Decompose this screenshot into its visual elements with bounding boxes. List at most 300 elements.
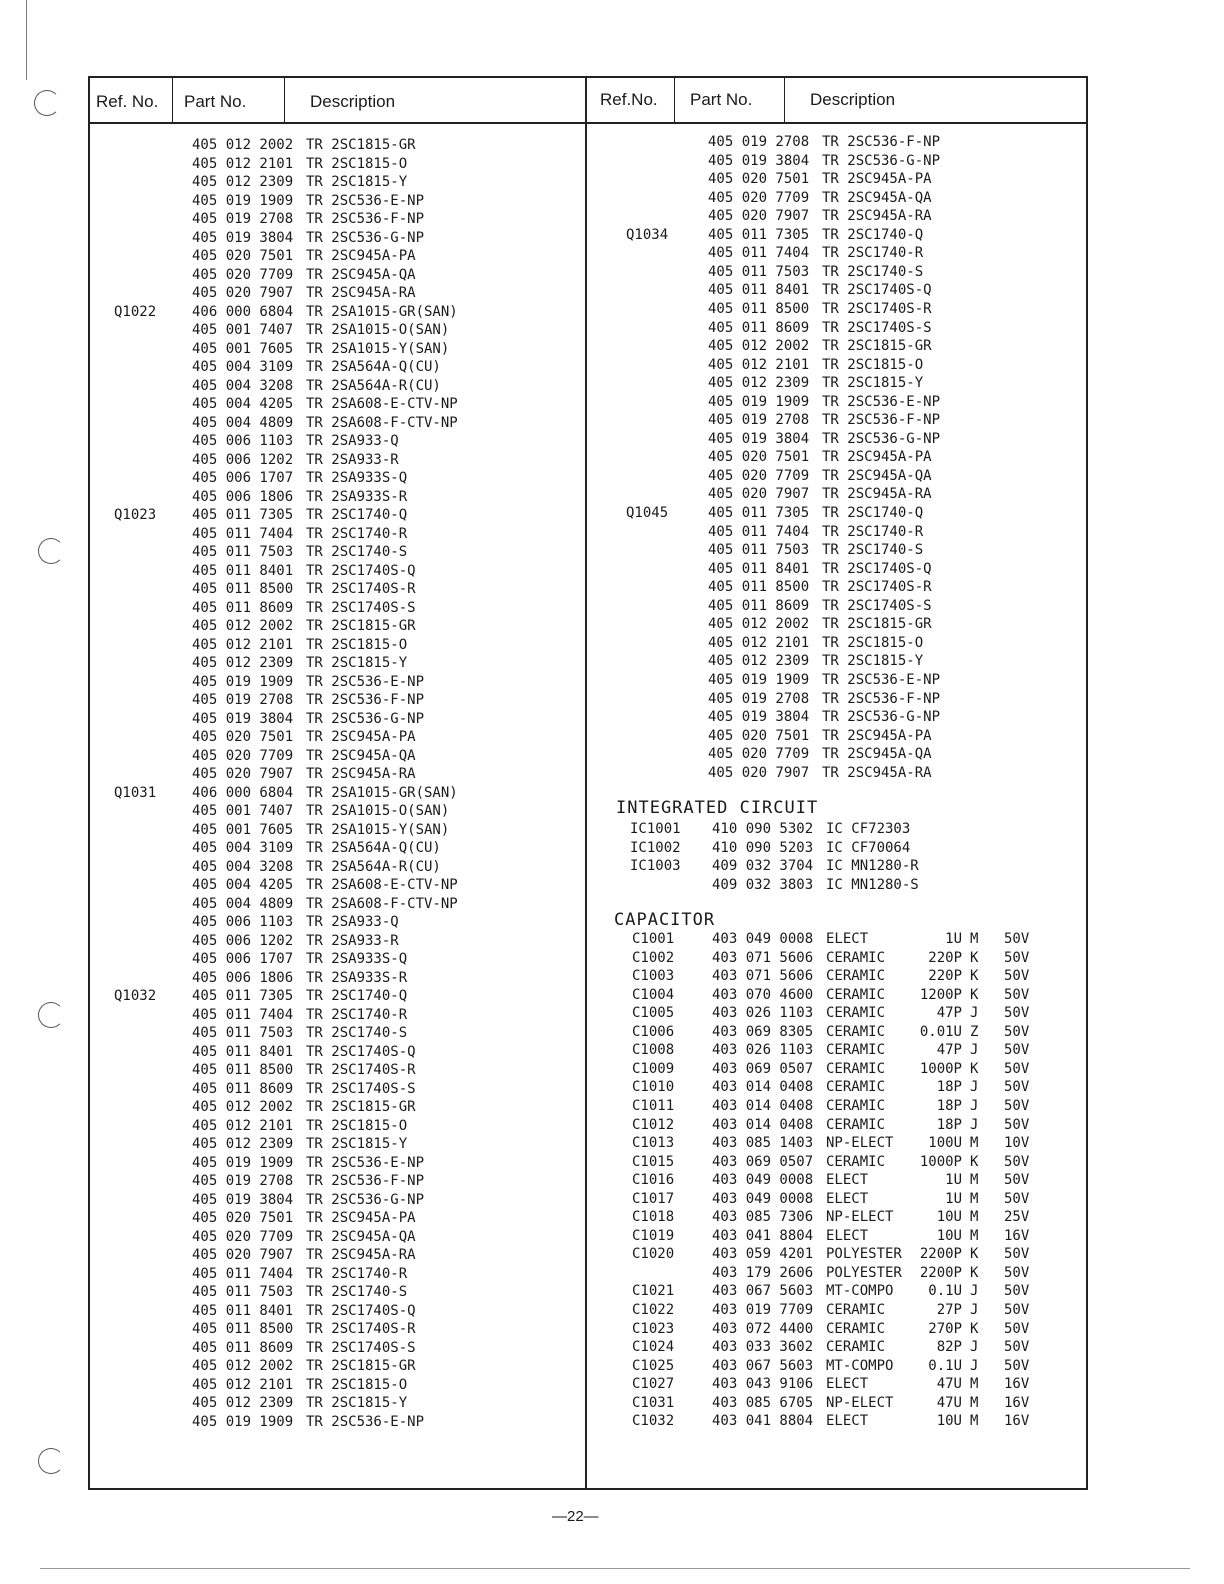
description: TR 2SC536-G-NP bbox=[822, 709, 941, 726]
description: TR 2SC536-F-NP bbox=[306, 211, 425, 227]
cap-tolerance: K bbox=[970, 1264, 979, 1281]
part-no: 405 020 7709 bbox=[192, 1228, 294, 1245]
cap-tolerance: K bbox=[970, 968, 979, 985]
description: TR 2SC1740S-Q bbox=[306, 1302, 416, 1319]
cap-voltage: 50V bbox=[1004, 1172, 1030, 1189]
part-no: 403 071 5606 bbox=[712, 968, 814, 985]
column-divider bbox=[585, 76, 587, 1490]
part-no: 403 041 8804 bbox=[712, 1227, 814, 1244]
header-desc-left: Description bbox=[310, 92, 396, 111]
part-no: 405 020 7709 bbox=[708, 746, 810, 763]
part-no: 405 004 3109 bbox=[192, 359, 294, 375]
part-no: 405 020 7709 bbox=[708, 189, 810, 206]
description: TR 2SC1740-S bbox=[822, 542, 924, 559]
description: TR 2SC945A-RA bbox=[822, 764, 932, 781]
part-no: 405 011 8500 bbox=[708, 579, 810, 596]
cap-value: 2200P bbox=[919, 1246, 962, 1263]
description: TR 2SC1815-GR bbox=[306, 1358, 416, 1374]
part-no: 405 020 7709 bbox=[192, 266, 294, 283]
ref-no: Q1031 bbox=[114, 784, 157, 801]
cap-tolerance: M bbox=[970, 1172, 979, 1189]
part-no: 405 011 7503 bbox=[708, 263, 810, 280]
ref-no: Q1034 bbox=[626, 226, 669, 243]
ref-no: C1008 bbox=[632, 1042, 675, 1059]
cap-tolerance: J bbox=[970, 1283, 979, 1300]
ref-no: Q1023 bbox=[114, 507, 157, 523]
part-no: 403 085 1403 bbox=[712, 1135, 814, 1152]
part-no: 405 019 3804 bbox=[192, 229, 294, 246]
part-no: 405 006 1806 bbox=[192, 488, 294, 505]
cap-type: CERAMIC bbox=[826, 986, 886, 1003]
part-no: 403 014 0408 bbox=[712, 1116, 814, 1133]
description: TR 2SA1015-GR(SAN) bbox=[306, 784, 458, 801]
part-no: 403 069 0507 bbox=[712, 1153, 814, 1170]
part-no: 405 020 7907 bbox=[708, 486, 810, 503]
part-no: 405 012 2101 bbox=[192, 1117, 294, 1134]
cap-tolerance: M bbox=[970, 931, 979, 947]
description: TR 2SC1740S-S bbox=[306, 599, 416, 616]
cap-voltage: 25V bbox=[1004, 1209, 1030, 1226]
ref-no: C1004 bbox=[632, 986, 675, 1003]
part-no: 405 011 8500 bbox=[192, 1321, 294, 1337]
header-part-right: Part No. bbox=[690, 90, 753, 109]
description: TR 2SC1740-R bbox=[306, 1006, 408, 1023]
part-no: 403 019 7709 bbox=[712, 1302, 814, 1318]
part-no: 405 011 8609 bbox=[708, 597, 810, 614]
cap-voltage: 50V bbox=[1004, 986, 1030, 1003]
description: TR 2SC1740-R bbox=[822, 245, 924, 262]
description: TR 2SC1815-O bbox=[306, 636, 408, 653]
cap-value: 1U bbox=[945, 1172, 962, 1189]
part-no: 405 004 4205 bbox=[192, 396, 294, 412]
description: TR 2SC1815-Y bbox=[306, 1395, 408, 1411]
cap-voltage: 50V bbox=[1004, 1190, 1030, 1207]
header-divider bbox=[284, 76, 285, 122]
part-no: 405 012 2309 bbox=[708, 653, 810, 670]
cap-value: 1U bbox=[945, 931, 962, 947]
cap-value: 47U bbox=[936, 1394, 962, 1411]
part-no: 405 019 1909 bbox=[192, 1154, 294, 1171]
description: TR 2SC536-E-NP bbox=[306, 1154, 425, 1171]
part-no: 403 014 0408 bbox=[712, 1079, 814, 1096]
part-no: 405 012 2002 bbox=[708, 616, 810, 633]
cap-value: 47P bbox=[936, 1042, 962, 1059]
header-ref-left: Ref. No. bbox=[96, 92, 159, 111]
description: TR 2SC945A-RA bbox=[306, 285, 416, 301]
description: TR 2SC1740-S bbox=[306, 544, 408, 560]
ref-no: IC1002 bbox=[630, 839, 681, 856]
part-no: 405 020 7907 bbox=[192, 766, 294, 782]
description: TR 2SC945A-PA bbox=[306, 729, 416, 745]
ref-no: C1006 bbox=[632, 1023, 675, 1040]
part-no: 405 020 7907 bbox=[708, 208, 810, 225]
part-no: 405 019 2708 bbox=[708, 412, 810, 429]
part-no: 405 011 8401 bbox=[192, 562, 294, 579]
header-divider bbox=[784, 76, 785, 122]
description: TR 2SA1015-O(SAN) bbox=[306, 322, 450, 338]
cap-voltage: 50V bbox=[1004, 1302, 1030, 1318]
ref-no: C1025 bbox=[632, 1357, 675, 1374]
cap-tolerance: K bbox=[970, 1060, 979, 1077]
ref-no: C1027 bbox=[632, 1376, 675, 1393]
description: TR 2SC1740-S bbox=[306, 1025, 408, 1041]
description: TR 2SC945A-QA bbox=[306, 747, 416, 764]
description: TR 2SA1015-O(SAN) bbox=[306, 803, 450, 819]
part-no: 405 011 8500 bbox=[192, 581, 294, 597]
cap-type: CERAMIC bbox=[826, 1116, 886, 1133]
part-no: 405 011 7305 bbox=[192, 988, 294, 1004]
part-no: 405 006 1806 bbox=[192, 969, 294, 986]
part-no: 403 041 8804 bbox=[712, 1413, 814, 1430]
ref-no: C1023 bbox=[632, 1320, 675, 1337]
cap-type: POLYESTER bbox=[826, 1264, 902, 1281]
description: TR 2SC945A-PA bbox=[822, 727, 932, 744]
description: TR 2SC536-G-NP bbox=[822, 152, 941, 169]
description: TR 2SA564A-R(CU) bbox=[306, 858, 441, 875]
cap-voltage: 50V bbox=[1004, 1246, 1030, 1263]
cap-value: 0.1U bbox=[928, 1283, 962, 1300]
cap-value: 1000P bbox=[919, 1153, 962, 1170]
cap-tolerance: K bbox=[970, 949, 979, 966]
scan-edge-line bbox=[40, 1568, 1190, 1569]
cap-type: CERAMIC bbox=[826, 1320, 886, 1337]
part-no: 405 012 2309 bbox=[192, 174, 294, 190]
cap-value: 220P bbox=[928, 968, 962, 985]
description: TR 2SC945A-RA bbox=[306, 766, 416, 782]
description: TR 2SC536-G-NP bbox=[306, 1191, 425, 1208]
part-no: 405 020 7501 bbox=[708, 171, 810, 188]
ref-no: C1001 bbox=[632, 931, 675, 947]
cap-value: 27P bbox=[936, 1302, 962, 1318]
part-no: 405 020 7501 bbox=[192, 729, 294, 745]
description: TR 2SC1740-S bbox=[822, 263, 924, 280]
description: TR 2SC536-G-NP bbox=[306, 710, 425, 727]
description: TR 2SC1815-GR bbox=[306, 618, 416, 634]
cap-type: NP-ELECT bbox=[826, 1394, 894, 1411]
part-no: 405 019 1909 bbox=[708, 671, 810, 688]
part-no: 405 019 2708 bbox=[192, 692, 294, 708]
cap-value: 0.1U bbox=[928, 1357, 962, 1374]
part-no: 403 049 0008 bbox=[712, 1172, 814, 1189]
part-no: 405 011 7503 bbox=[192, 544, 294, 560]
part-no: 405 020 7501 bbox=[708, 449, 810, 466]
ref-no: C1011 bbox=[632, 1097, 675, 1114]
description: IC CF70064 bbox=[826, 839, 911, 856]
header-divider bbox=[172, 76, 173, 122]
ref-no: C1010 bbox=[632, 1079, 675, 1096]
cap-voltage: 16V bbox=[1004, 1394, 1030, 1411]
cap-type: ELECT bbox=[826, 931, 869, 947]
part-no: 405 004 3208 bbox=[192, 858, 294, 875]
description: TR 2SA1015-GR(SAN) bbox=[306, 303, 458, 320]
description: TR 2SC1740-R bbox=[822, 523, 924, 540]
cap-voltage: 50V bbox=[1004, 1357, 1030, 1374]
ref-no: C1032 bbox=[632, 1413, 675, 1430]
part-no: 405 012 2002 bbox=[192, 618, 294, 634]
part-no: 403 033 3602 bbox=[712, 1339, 814, 1356]
description: TR 2SA608-E-CTV-NP bbox=[306, 877, 458, 893]
ref-no: C1031 bbox=[632, 1394, 675, 1411]
cap-value: 10U bbox=[936, 1413, 962, 1430]
part-no: 405 019 3804 bbox=[192, 1191, 294, 1208]
description: TR 2SC945A-PA bbox=[822, 449, 932, 466]
part-no: 405 011 8401 bbox=[708, 560, 810, 577]
part-no: 410 090 5302 bbox=[712, 821, 814, 837]
ref-no: C1002 bbox=[632, 949, 675, 966]
part-no: 405 020 7907 bbox=[192, 1247, 294, 1263]
part-no: 406 000 6804 bbox=[192, 303, 294, 320]
description: TR 2SC536-F-NP bbox=[306, 1173, 425, 1189]
description: TR 2SC1815-O bbox=[822, 634, 924, 651]
part-no: 405 012 2309 bbox=[192, 1136, 294, 1152]
binder-hole-icon bbox=[38, 1448, 64, 1474]
part-no: 403 026 1103 bbox=[712, 1042, 814, 1059]
part-no: 405 011 7305 bbox=[708, 505, 810, 521]
ref-no: C1015 bbox=[632, 1153, 675, 1170]
cap-type: CERAMIC bbox=[826, 1023, 886, 1040]
cap-voltage: 50V bbox=[1004, 1283, 1030, 1300]
part-no: 405 020 7501 bbox=[192, 1210, 294, 1226]
part-no: 409 032 3704 bbox=[712, 858, 814, 874]
part-no: 405 019 3804 bbox=[708, 709, 810, 726]
description: TR 2SA933S-Q bbox=[306, 951, 408, 967]
cap-voltage: 50V bbox=[1004, 1079, 1030, 1096]
ref-no: C1009 bbox=[632, 1060, 675, 1077]
description: TR 2SC536-F-NP bbox=[822, 134, 941, 150]
part-no: 405 011 8500 bbox=[192, 1062, 294, 1078]
part-no: 405 020 7709 bbox=[708, 467, 810, 484]
part-no: 406 000 6804 bbox=[192, 784, 294, 801]
part-no: 405 011 7404 bbox=[708, 245, 810, 262]
description: TR 2SA933-R bbox=[306, 932, 399, 949]
cap-value: 47P bbox=[936, 1005, 962, 1022]
description: TR 2SC945A-RA bbox=[822, 486, 932, 503]
cap-voltage: 50V bbox=[1004, 1264, 1030, 1281]
part-no: 405 012 2101 bbox=[192, 155, 294, 172]
part-no: 405 006 1707 bbox=[192, 470, 294, 486]
cap-value: 18P bbox=[936, 1079, 962, 1096]
description: TR 2SC1740S-R bbox=[306, 581, 416, 597]
part-no: 405 011 7404 bbox=[192, 525, 294, 542]
ref-no: IC1001 bbox=[630, 821, 681, 837]
description: TR 2SC945A-PA bbox=[306, 1210, 416, 1226]
description: TR 2SC945A-PA bbox=[822, 171, 932, 188]
cap-voltage: 50V bbox=[1004, 1116, 1030, 1133]
part-no: 403 067 5603 bbox=[712, 1357, 814, 1374]
part-no: 403 069 0507 bbox=[712, 1060, 814, 1077]
part-no: 405 011 8500 bbox=[708, 300, 810, 317]
description: TR 2SC945A-RA bbox=[306, 1247, 416, 1263]
part-no: 409 032 3803 bbox=[712, 876, 814, 893]
cap-voltage: 50V bbox=[1004, 1060, 1030, 1077]
description: TR 2SC1740-Q bbox=[306, 507, 408, 523]
part-no: 405 019 1909 bbox=[192, 1413, 294, 1430]
cap-tolerance: K bbox=[970, 1320, 979, 1337]
cap-tolerance: K bbox=[970, 1246, 979, 1263]
description: TR 2SA608-E-CTV-NP bbox=[306, 396, 458, 412]
part-no: 405 012 2101 bbox=[192, 636, 294, 653]
cap-voltage: 50V bbox=[1004, 1320, 1030, 1337]
header-desc-right: Description bbox=[810, 90, 896, 109]
cap-type: ELECT bbox=[826, 1376, 869, 1393]
description: TR 2SC536-G-NP bbox=[822, 430, 941, 447]
cap-value: 18P bbox=[936, 1097, 962, 1114]
cap-type: MT-COMPO bbox=[826, 1283, 894, 1300]
ref-no: C1024 bbox=[632, 1339, 675, 1356]
capacitor-section-title: CAPACITOR bbox=[614, 910, 716, 930]
part-no: 403 049 0008 bbox=[712, 1190, 814, 1207]
cap-voltage: 16V bbox=[1004, 1376, 1030, 1393]
cap-type: CERAMIC bbox=[826, 1042, 886, 1059]
cap-type: CERAMIC bbox=[826, 1153, 886, 1170]
description: TR 2SC945A-QA bbox=[822, 746, 932, 763]
cap-voltage: 50V bbox=[1004, 1005, 1030, 1022]
cap-value: 270P bbox=[928, 1320, 962, 1337]
part-no: 405 012 2309 bbox=[192, 1395, 294, 1411]
description: TR 2SC1740-R bbox=[306, 1265, 408, 1282]
cap-voltage: 16V bbox=[1004, 1227, 1030, 1244]
cap-voltage: 50V bbox=[1004, 1153, 1030, 1170]
cap-voltage: 50V bbox=[1004, 1023, 1030, 1040]
ref-no: C1013 bbox=[632, 1135, 675, 1152]
part-no: 405 011 8609 bbox=[192, 1339, 294, 1356]
description: TR 2SC536-F-NP bbox=[822, 412, 941, 429]
ref-no: C1005 bbox=[632, 1005, 675, 1022]
cap-voltage: 50V bbox=[1004, 931, 1030, 947]
ref-no: C1003 bbox=[632, 968, 675, 985]
cap-tolerance: M bbox=[970, 1376, 979, 1393]
cap-type: MT-COMPO bbox=[826, 1357, 894, 1374]
cap-type: CERAMIC bbox=[826, 1302, 886, 1318]
cap-voltage: 50V bbox=[1004, 1097, 1030, 1114]
ref-no: Q1045 bbox=[626, 505, 669, 521]
description: TR 2SC1740S-R bbox=[306, 1062, 416, 1078]
part-no: 405 004 4809 bbox=[192, 414, 294, 431]
part-no: 405 019 1909 bbox=[192, 673, 294, 690]
part-no: 405 012 2002 bbox=[708, 338, 810, 355]
part-no: 405 006 1707 bbox=[192, 951, 294, 967]
description: TR 2SC536-G-NP bbox=[306, 229, 425, 246]
part-no: 405 001 7605 bbox=[192, 340, 294, 357]
part-no: 405 011 8609 bbox=[708, 319, 810, 336]
cap-type: CERAMIC bbox=[826, 1005, 886, 1022]
part-no: 403 067 5603 bbox=[712, 1283, 814, 1300]
description: TR 2SC1740S-S bbox=[822, 319, 932, 336]
part-no: 405 012 2002 bbox=[192, 1358, 294, 1374]
description: TR 2SA608-F-CTV-NP bbox=[306, 414, 458, 431]
cap-tolerance: J bbox=[970, 1302, 979, 1318]
part-no: 405 019 2708 bbox=[192, 1173, 294, 1189]
part-no: 405 019 1909 bbox=[708, 393, 810, 410]
cap-value: 1U bbox=[945, 1190, 962, 1207]
description: TR 2SA564A-R(CU) bbox=[306, 377, 441, 394]
description: IC MN1280-S bbox=[826, 876, 919, 893]
part-no: 405 011 7305 bbox=[192, 507, 294, 523]
description: TR 2SC1815-GR bbox=[306, 1099, 416, 1115]
cap-tolerance: M bbox=[970, 1209, 979, 1226]
cap-voltage: 50V bbox=[1004, 1042, 1030, 1059]
description: TR 2SC1740-Q bbox=[822, 505, 924, 521]
cap-tolerance: J bbox=[970, 1079, 979, 1096]
cap-type: NP-ELECT bbox=[826, 1209, 894, 1226]
cap-type: ELECT bbox=[826, 1190, 869, 1207]
ref-no: C1020 bbox=[632, 1246, 675, 1263]
description: TR 2SA608-F-CTV-NP bbox=[306, 895, 458, 912]
description: TR 2SC1740S-R bbox=[822, 579, 932, 596]
part-no: 403 049 0008 bbox=[712, 931, 814, 947]
cap-value: 2200P bbox=[919, 1264, 962, 1281]
description: TR 2SC1740-S bbox=[306, 1284, 408, 1300]
description: TR 2SC536-E-NP bbox=[306, 673, 425, 690]
description: TR 2SC945A-QA bbox=[306, 1228, 416, 1245]
ref-no: C1022 bbox=[632, 1302, 675, 1318]
description: TR 2SC1815-GR bbox=[822, 616, 932, 633]
part-no: 405 004 3109 bbox=[192, 840, 294, 856]
description: TR 2SC1815-GR bbox=[822, 338, 932, 355]
header-rule bbox=[88, 122, 1088, 124]
part-no: 405 019 3804 bbox=[708, 152, 810, 169]
cap-voltage: 50V bbox=[1004, 968, 1030, 985]
part-no: 405 012 2002 bbox=[192, 137, 294, 153]
ref-no: C1019 bbox=[632, 1227, 675, 1244]
description: TR 2SC536-F-NP bbox=[822, 690, 941, 707]
part-no: 405 012 2309 bbox=[708, 375, 810, 392]
part-no: 405 006 1202 bbox=[192, 932, 294, 949]
binder-hole-icon bbox=[38, 538, 64, 564]
ref-no: C1021 bbox=[632, 1283, 675, 1300]
header-part-left: Part No. bbox=[184, 92, 247, 111]
cap-value: 10U bbox=[936, 1209, 962, 1226]
part-no: 405 020 7501 bbox=[192, 248, 294, 264]
part-no: 405 006 1202 bbox=[192, 451, 294, 468]
description: TR 2SA564A-Q(CU) bbox=[306, 359, 441, 375]
cap-value: 220P bbox=[928, 949, 962, 966]
cap-tolerance: M bbox=[970, 1413, 979, 1430]
part-no: 405 011 7404 bbox=[192, 1265, 294, 1282]
part-no: 405 019 3804 bbox=[192, 710, 294, 727]
part-no: 405 019 1909 bbox=[192, 192, 294, 209]
part-no: 405 011 8609 bbox=[192, 1080, 294, 1097]
page-number: —22— bbox=[552, 1508, 599, 1525]
part-no: 405 004 4809 bbox=[192, 895, 294, 912]
cap-type: CERAMIC bbox=[826, 1339, 886, 1356]
part-no: 405 006 1103 bbox=[192, 914, 294, 930]
cap-tolerance: J bbox=[970, 1339, 979, 1356]
description: TR 2SC1740S-Q bbox=[822, 560, 932, 577]
part-no: 403 026 1103 bbox=[712, 1005, 814, 1022]
cap-tolerance: K bbox=[970, 986, 979, 1003]
description: TR 2SA933S-R bbox=[306, 969, 408, 986]
description: TR 2SA933-Q bbox=[306, 433, 399, 449]
part-no: 403 071 5606 bbox=[712, 949, 814, 966]
description: TR 2SC1815-Y bbox=[306, 1136, 408, 1152]
part-no: 405 020 7907 bbox=[708, 764, 810, 781]
cap-value: 82P bbox=[936, 1339, 962, 1356]
part-no: 410 090 5203 bbox=[712, 839, 814, 856]
description: TR 2SC1815-Y bbox=[822, 375, 924, 392]
description: TR 2SC1740-Q bbox=[822, 226, 924, 243]
part-no: 405 019 2708 bbox=[708, 134, 810, 150]
cap-tolerance: M bbox=[970, 1190, 979, 1207]
cap-tolerance: J bbox=[970, 1116, 979, 1133]
description: TR 2SC536-E-NP bbox=[822, 393, 941, 410]
part-no: 405 011 7503 bbox=[708, 542, 810, 559]
part-no: 405 012 2309 bbox=[192, 655, 294, 671]
description: TR 2SA933-Q bbox=[306, 914, 399, 930]
part-no: 405 020 7907 bbox=[192, 285, 294, 301]
cap-voltage: 10V bbox=[1004, 1135, 1030, 1152]
cap-value: 0.01U bbox=[919, 1023, 962, 1040]
